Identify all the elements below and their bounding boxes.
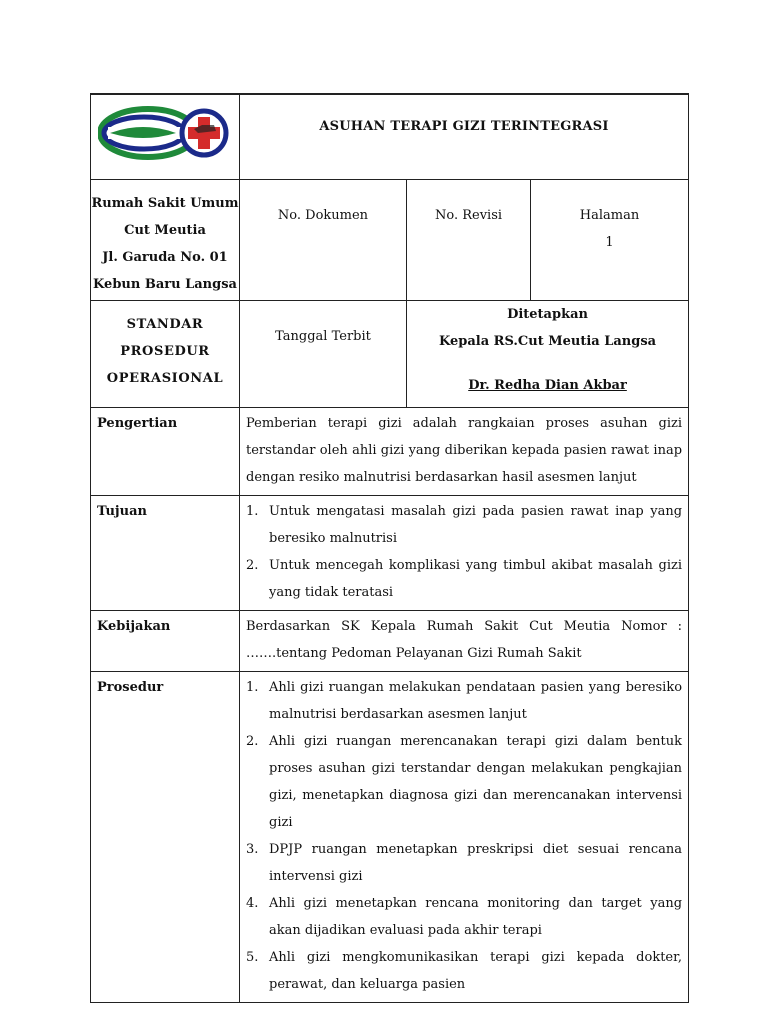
list-text: Ahli gizi menetapkan rencana monitoring dan target yang akan dijadikan evaluasi pada akhir terapi [269, 896, 683, 938]
approval-cell [407, 301, 689, 408]
issue-date-label: Tanggal Terbit [240, 301, 407, 408]
list-number: 5. [246, 950, 259, 965]
sop-table [90, 93, 689, 1003]
list-number: 3. [246, 842, 259, 857]
list-item [246, 836, 682, 890]
tujuan-label: Tujuan [91, 496, 240, 611]
list-item [246, 498, 682, 552]
sop-label-line-3: OPERASIONAL [106, 371, 224, 386]
list-item [246, 890, 682, 944]
hospital-info [91, 180, 240, 301]
approval-heading: Ditetapkan [507, 307, 588, 322]
document-title: ASUHAN TERAPI GIZI TERINTEGRASI [240, 94, 689, 180]
hospital-name-line-2: Cut Meutia [124, 223, 206, 238]
kebijakan-label: Kebijakan [91, 611, 240, 672]
approver-name: Dr. Redha Dian Akbar [468, 378, 627, 393]
list-number: 1. [246, 680, 259, 695]
list-number: 4. [246, 896, 259, 911]
hospital-address-line-2: Kebun Baru Langsa [93, 277, 237, 292]
doc-number-label: No. Dokumen [240, 180, 407, 301]
revision-label: No. Revisi [407, 180, 531, 301]
prosedur-label: Prosedur [91, 672, 240, 1003]
page-cell [531, 180, 689, 301]
page-label: Halaman [579, 208, 640, 223]
list-item [246, 552, 682, 606]
list-text: DPJP ruangan menetapkan preskripsi diet sesuai rencana intervensi gizi [269, 842, 683, 884]
logo-cell [91, 94, 240, 180]
hospital-logo [91, 103, 239, 163]
tujuan-list-cell [240, 496, 689, 611]
hospital-address-line-1: Jl. Garuda No. 01 [102, 250, 228, 265]
approver-position: Kepala RS.Cut Meutia Langsa [438, 334, 657, 349]
list-number: 1. [246, 504, 259, 519]
list-number: 2. [246, 734, 259, 749]
pengertian-label: Pengertian [91, 408, 240, 496]
sop-label-line-1: STANDAR [126, 317, 204, 332]
list-number: 2. [246, 558, 259, 573]
sop-label-line-2: PROSEDUR [120, 344, 210, 359]
list-text: Ahli gizi ruangan melakukan pendataan pasien yang beresiko malnutrisi berdasarkan asesmen lanjut [269, 680, 683, 722]
list-text: Untuk mencegah komplikasi yang timbul akibat masalah gizi yang tidak teratasi [269, 558, 683, 600]
pengertian-text: Pemberian terapi gizi adalah rangkaian proses asuhan gizi terstandar oleh ahli gizi yang diberikan kepada pasien rawat inap dengan resiko malnutrisi berdasarkan hasil asesmen lanjut [240, 408, 689, 496]
list-text: Ahli gizi mengkomunikasikan terapi gizi kepada dokter, perawat, dan keluarga pasien [269, 950, 683, 992]
list-text: Ahli gizi ruangan merencanakan terapi gizi dalam bentuk proses asuhan gizi terstandar dengan melakukan pengkajian gizi, menetapkan diagnosa gizi dan merencanakan intervensi gizi [269, 734, 683, 830]
list-item [246, 674, 682, 728]
kebijakan-text: Berdasarkan SK Kepala Rumah Sakit Cut Meutia Nomor : …….tentang Pedoman Pelayanan Gizi Rumah Sakit [240, 611, 689, 672]
list-item [246, 728, 682, 836]
prosedur-list [246, 674, 682, 998]
hospital-name-line-1: Rumah Sakit Umum [91, 196, 239, 211]
list-text: Untuk mengatasi masalah gizi pada pasien rawat inap yang beresiko malnutrisi [269, 504, 683, 546]
page-number: 1 [605, 235, 614, 250]
tujuan-list [246, 498, 682, 606]
list-item [246, 944, 682, 998]
prosedur-list-cell [240, 672, 689, 1003]
sop-label [91, 301, 240, 408]
